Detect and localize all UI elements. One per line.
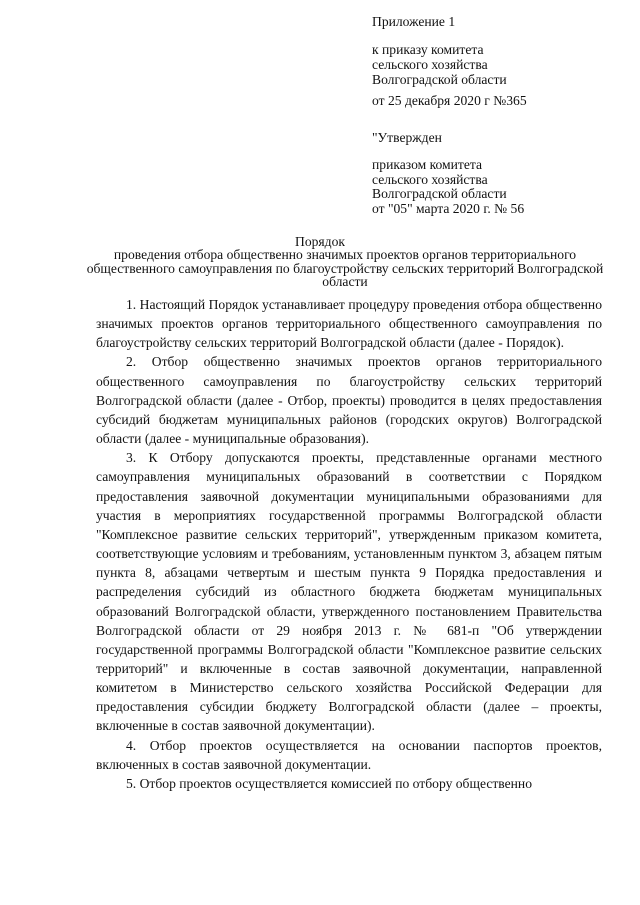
- approval-line: сельского хозяйства: [372, 171, 488, 187]
- annex-order-reference: [372, 42, 507, 87]
- paragraph-1: 1. Настоящий Порядок устанавливает процедуру проведения отбора общественно значимых проектов органов территориального общественного самоуправления по благоустройству сельских территорий Волгоградской области (далее - Порядок).: [96, 297, 602, 351]
- approval-line: от "05" марта 2020 г. № 56: [372, 200, 525, 216]
- annex-order-line: к приказу комитета: [372, 42, 484, 57]
- document-body: [96, 295, 602, 793]
- approval-reference: [372, 158, 524, 216]
- annex-title: Приложение 1: [372, 14, 456, 29]
- paragraph-3: 3. К Отбору допускаются проекты, представленные органами местного самоуправления муниципальных образований в соответствии с Порядком предоставления заявочной документации муниципальными образованиями для участия в мероприятиях государственной программы Волгоградской области "Комплексное развитие сельских территорий", утвержденным приказом комитета, соответствующие условиям и требованиям, установленным пунктом 3, абзацем пятым пункта 8, абзацами четвертым и шестым пункта 9 Порядка предоставления и распределения субсидий из областного бюджета бюджетам муниципальных образований Волгоградской области, утвержденного постановлением Правительства Волгоградской области от 29 ноября 2013 г. № 681-п "Об утверждении государственной программы Волгоградской области "Комплексное развитие сельских территорий" и включенные в состав заявочной документации, направленной комитетом в Министерство сельского хозяйства Российской Федерации для предоставления субсидии бюджету Волгоградской области (далее – проекты, включенные в состав заявочной документации).: [96, 450, 602, 734]
- approval-line: приказом комитета: [372, 157, 483, 172]
- annex-order-line: Волгоградской области: [372, 72, 507, 87]
- paragraph-2: 2. Отбор общественно значимых проектов органов территориального общественного самоуправления по благоустройству сельских территорий Волгоградской области (далее - Отбор, проекты) проводится в целях предоставления субсидий бюджетам муниципальных районов (городских округов) Волгоградской области (далее - муниципальные образования).: [96, 354, 602, 447]
- approval-label: "Утвержден: [372, 130, 442, 145]
- annex-order-date: от 25 декабря 2020 г №365: [372, 93, 527, 108]
- approval-line: Волгоградской области: [372, 186, 507, 201]
- document-subtitle: проведения отбора общественно значимых проектов органов территориального общественного самоуправления по благоустройству сельских территорий Волгоградской области: [86, 247, 604, 289]
- document-title: Порядок: [295, 234, 345, 249]
- annex-order-line: сельского хозяйства: [372, 57, 488, 72]
- paragraph-5: 5. Отбор проектов осуществляется комиссией по отбору общественно: [126, 775, 533, 791]
- paragraph-4: 4. Отбор проектов осуществляется на основании паспортов проектов, включенных в состав заявочной документации.: [96, 737, 602, 772]
